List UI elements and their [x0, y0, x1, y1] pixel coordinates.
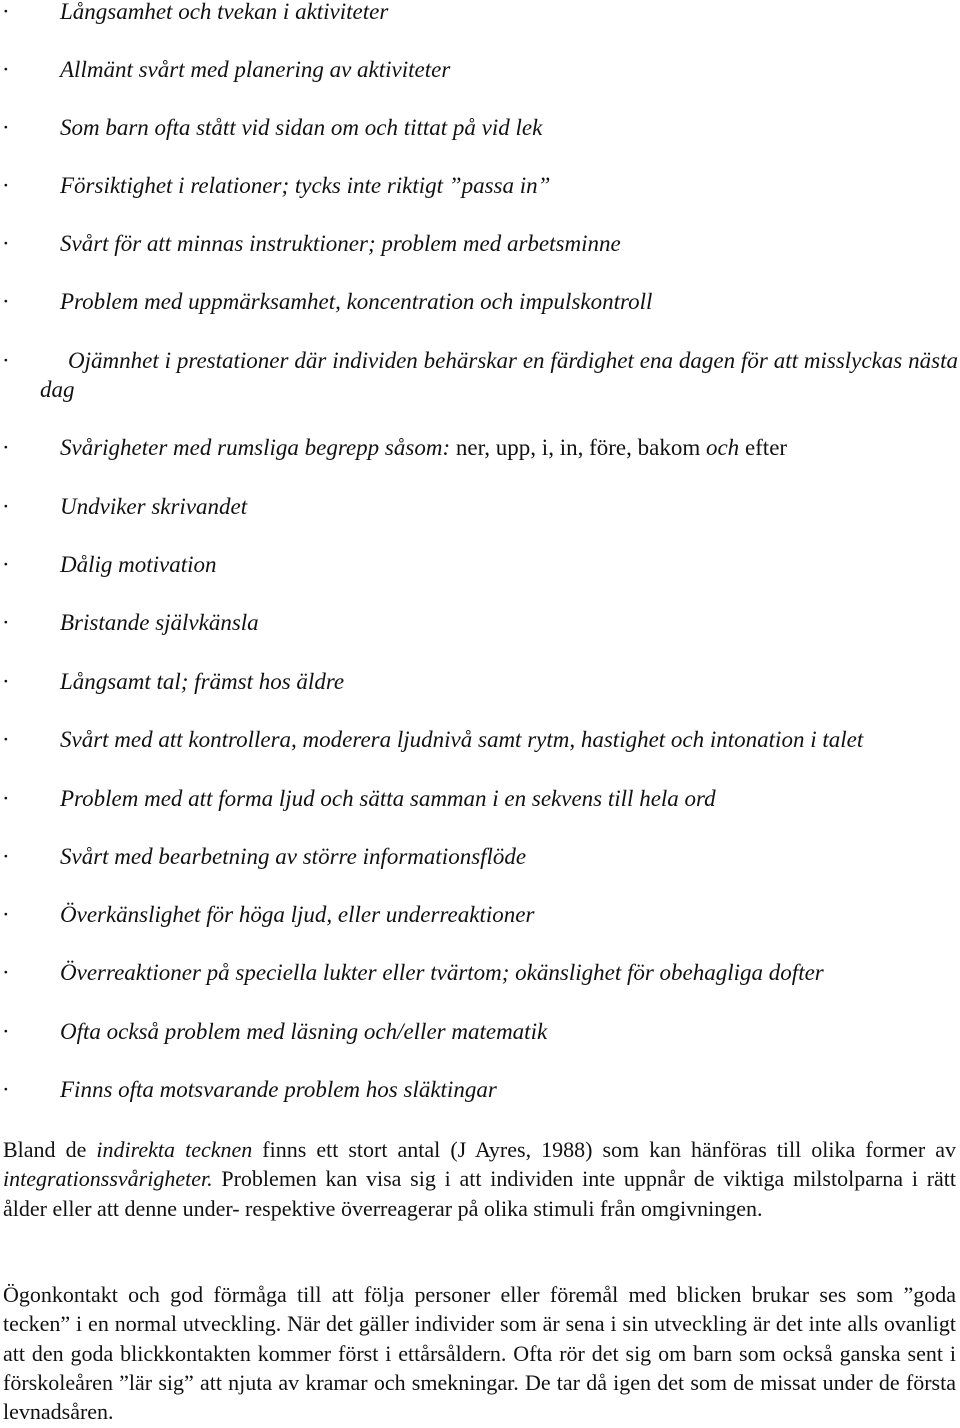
- bullet: ·: [2, 844, 10, 869]
- paragraph-text: finns ett stort antal (J Ayres, 1988) som kan hänföras till olika former av: [262, 1137, 956, 1162]
- list-item: [2, 784, 958, 813]
- list-item-text: Långsamt tal; främst hos äldre: [60, 669, 345, 694]
- list-item-text: Svårt med bearbetning av större informationsflöde: [60, 844, 527, 869]
- paragraph-text: Problemen kan visa sig i att individen inte uppnår de viktiga milstolparna i rätt ålder eller att denne under- respektive överreagerar på olika stimuli från omgivningen.: [3, 1166, 957, 1221]
- list-item: [2, 608, 958, 637]
- bullet: ·: [2, 960, 10, 985]
- list-item-text: Problem med att forma ljud och sätta samman i en sekvens till hela ord: [60, 786, 716, 811]
- paragraph-emphasis: integrationssvårigheter.: [3, 1166, 213, 1192]
- list-item-last-word: efter: [744, 435, 788, 460]
- list-item: [2, 725, 958, 754]
- bullet: ·: [2, 1077, 10, 1102]
- list-item-text: Svårigheter med rumsliga begrepp såsom:: [60, 435, 451, 460]
- bullet: ·: [2, 610, 10, 635]
- paragraph-eye-contact: Ögonkontakt och god förmåga till att följa personer eller föremål med blicken brukar ses som ”goda tecken” i en normal utveckling. När det gäller individer som är sena i sin utveckling är det inte alls ovanligt att den goda blickkontakten kommer först i ettårsåldern. Ofta rör det sig om barn som också ganska sent i förskoleåren ”lär sig” att njuta av kramar och smekningar. De tar då igen det som de missat under de första levnadsåren.: [3, 1282, 956, 1425]
- list-item-text: Finns ofta motsvarande problem hos släktingar: [60, 1077, 497, 1102]
- list-item-text: Ojämnhet i prestationer där individen behärskar en färdighet ena dagen för att misslyckas nästa dag: [40, 348, 958, 402]
- list-item: [2, 171, 958, 200]
- list-item: [2, 667, 958, 696]
- list-item-text: Ofta också problem med läsning och/eller matematik: [60, 1019, 548, 1044]
- list-item: [2, 346, 958, 404]
- paragraph-text: Bland de: [3, 1137, 87, 1162]
- list-item-conjunction: och: [705, 435, 740, 460]
- list-item: [2, 229, 958, 258]
- list-item-words: ner, upp, i, in, före, bakom: [455, 435, 701, 460]
- list-item: [2, 0, 958, 26]
- bullet: ·: [2, 435, 10, 460]
- bullet: ·: [2, 289, 10, 314]
- list-item: [2, 900, 958, 929]
- list-item-text: Bristande självkänsla: [60, 610, 259, 635]
- list-item-text: Dålig motivation: [60, 552, 217, 577]
- list-item-text: Försiktighet i relationer; tycks inte riktigt ”passa in”: [60, 173, 551, 198]
- bullet: ·: [2, 786, 10, 811]
- list-item: [2, 1017, 958, 1046]
- bullet: ·: [2, 1019, 10, 1044]
- bullet: ·: [2, 231, 10, 256]
- list-item: [2, 1075, 958, 1104]
- bullet: ·: [2, 57, 10, 82]
- bullet: ·: [2, 0, 10, 24]
- bullet: ·: [2, 173, 10, 198]
- bullet: ·: [2, 727, 10, 752]
- list-item: [2, 55, 958, 84]
- bullet: ·: [2, 669, 10, 694]
- list-item: [2, 842, 958, 871]
- bullet: ·: [2, 902, 10, 927]
- list-item: [2, 492, 958, 521]
- list-item-text: Långsamhet och tvekan i aktiviteter: [60, 0, 389, 24]
- list-item-text: Problem med uppmärksamhet, koncentration och impulskontroll: [60, 289, 653, 314]
- list-item-text: Svårt med att kontrollera, moderera ljudnivå samt rytm, hastighet och intonation i talet: [60, 727, 864, 752]
- list-item-text: Överkänslighet för höga ljud, eller underreaktioner: [60, 902, 535, 927]
- list-item-text: Som barn ofta stått vid sidan om och tittat på vid lek: [60, 115, 543, 140]
- list-item-text: Undviker skrivandet: [60, 494, 248, 519]
- list-item: [2, 958, 958, 987]
- list-item: [2, 550, 958, 579]
- list-item-text: Allmänt svårt med planering av aktiviteter: [60, 57, 451, 82]
- list-item-text: Svårt för att minnas instruktioner; problem med arbetsminne: [60, 231, 621, 256]
- bullet: ·: [2, 115, 10, 140]
- bullet: ·: [2, 494, 10, 519]
- bullet: ·: [2, 348, 10, 373]
- list-item-text: Överreaktioner på speciella lukter eller tvärtom; okänslighet för obehagliga dofter: [60, 960, 824, 985]
- paragraph-indirect-signs: [3, 1135, 956, 1223]
- paragraph-emphasis: indirekta tecknen: [96, 1137, 253, 1162]
- list-item: [2, 113, 958, 142]
- bullet: ·: [2, 552, 10, 577]
- list-item: [2, 287, 958, 316]
- list-item: [2, 433, 958, 462]
